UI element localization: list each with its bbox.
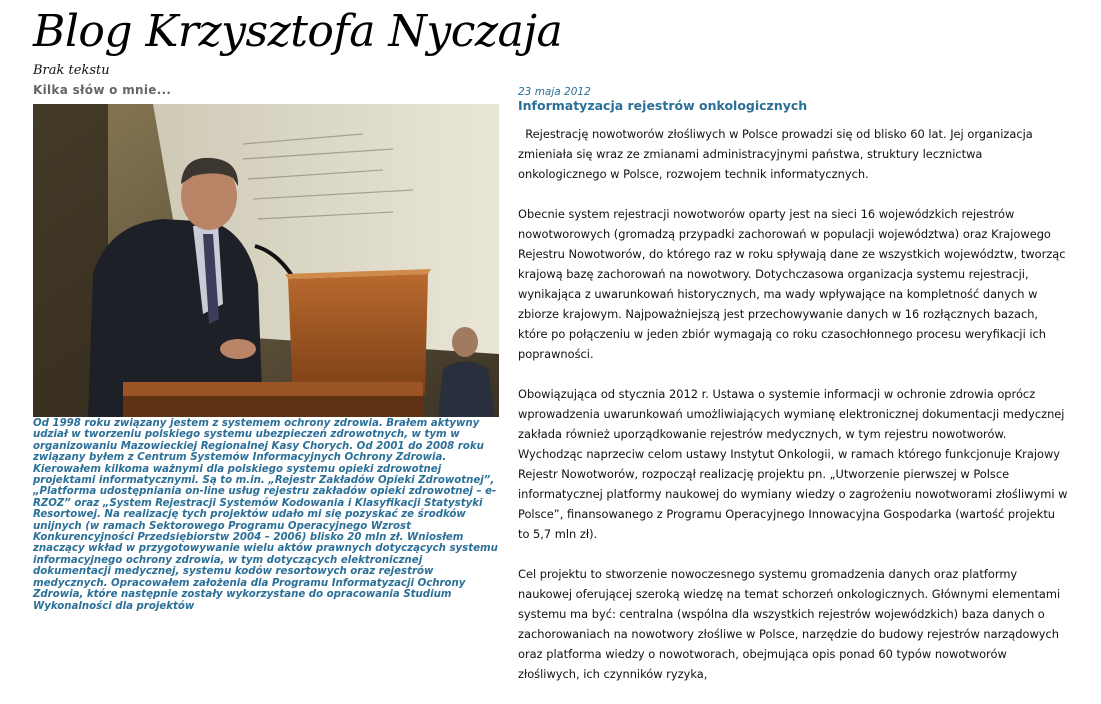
about-text: Od 1998 roku związany jestem z systemem ochrony zdrowia. Brałem aktywny udział w tworzeniu polskiego systemu ubezpieczeń zdrowotnych, w tym w organizowaniu Mazowieckiej Regionalnej Kasy Chorych. Od 2001 do 2008 roku związany byłem z Centrum Systemów Informacyjnych Ochrony Zdrowia. Kierowałem kilkoma ważnymi dla polskiego systemu opieki zdrowotnej projektami informatycznymi. Są to m.in. „Rejestr Zakładów Opieki Zdrowotnej”, „Platforma udostępniania on-line usług rejestru zakładów opieki zdrowotnej – e-RZOZ” oraz „System Rejestracji Systemów Kodowania i Klasyfikacji Statystyki Resortowej. Na realizację tych projektów udało mi się pozyskać ze środków unijnych (w ramach Sektorowego Programu Operacyjnego Wzrost Konkurencyjności Przedsiębiorstw 2004 – 2006) blisko 20 mln zł. Wniosłem znaczący wkład w przygotowywanie wielu aktów prawnych dotyczących systemu informacyjnego ochrony zdrowia, w tym dotyczących elektronicznej dokumentacji medycznej, systemu kodów resortowych oraz rejestrów medycznych. Opracowałem założenia dla Programu Informatyzacji Ochrony Zdrowia, które następnie zostały wykorzystane do opracowania Studium Wykonalności dla projektów	[33, 418, 498, 612]
post-paragraph: Cel projektu to stworzenie nowoczesnego systemu gromadzenia danych oraz platformy naukowej oferującej szeroką wiedzę na temat schorzeń onkologicznych. Głównymi elementami systemu ma być: centralna (wspólna dla wszystkich rejestrów wojewódzkich) baza danych o zachorowaniach na nowotwory złośliwe w Polsce, narzędzie do budowy rejestrów narządowych oraz platforma wiedzy o nowotworach, obejmująca opis ponad 60 typów nowotworów złośliwych, ich czynników ryzyka,	[518, 567, 1061, 681]
post-body	[518, 124, 1070, 704]
post-paragraph: Rejestrację nowotworów złośliwych w Polsce prowadzi się od blisko 60 lat. Jej organizacja zmieniała się wraz ze zmianami administracyjnymi państwa, struktury lecznictwa onkologicznego w Polsce, rozwojem technik informatycznych.	[518, 127, 1037, 181]
post-paragraph: Obowiązująca od stycznia 2012 r. Ustawa o systemie informacji w ochronie zdrowia oprócz wprowadzenia uwarunkowań umożliwiających wymianę elektronicznej dokumentacji medycznej zakłada również uporządkowanie rejestrów medycznych, w tym rejestru nowotworów. Wychodząc naprzeciw celom ustawy Instytut Onkologii, w ramach którego funkcjonuje Krajowy Rejestr Nowotworów, rozpoczął realizację projektu pn. „Utworzenie pierwszej w Polsce informatycznej platformy naukowej do wymiany wiedzy o zagrożeniu nowotworami złośliwymi w Polsce”, finansowanego z Programu Operacyjnego Innowacyjna Gospodarka (wartość projektu to 5,7 mln zł).	[518, 387, 1068, 541]
blog-title[interactable]: Blog Krzysztofa Nyczaja	[33, 6, 563, 57]
profile-photo	[33, 104, 499, 417]
about-heading: Kilka słów o mnie...	[33, 83, 172, 97]
blog-tagline: Brak tekstu	[33, 63, 110, 78]
post-paragraph: Obecnie system rejestracji nowotworów oparty jest na sieci 16 wojewódzkich rejestrów nowotworowych (gromadzą przypadki zachorowań w populacji województwa) oraz Krajowego Rejestru Nowotworów, do którego raz w roku spływają dane ze wszystkich województw, tworząc krajową bazę zachorowań na nowotwory. Dotychczasowa organizacja systemu rejestracji, wynikająca z uwarunkowań historycznych, ma wady wpływające na kompletność danych w zbiorze krajowym. Najpoważniejszą jest przechowywanie danych w 16 rozłącznych bazach, które po połączeniu w jeden zbiór wymagają co roku czasochłonnego procesu weryfikacji ich poprawności.	[518, 207, 1066, 361]
post-title[interactable]: Informatyzacja rejestrów onkologicznych	[518, 98, 808, 113]
post-date: 23 maja 2012	[518, 86, 591, 98]
